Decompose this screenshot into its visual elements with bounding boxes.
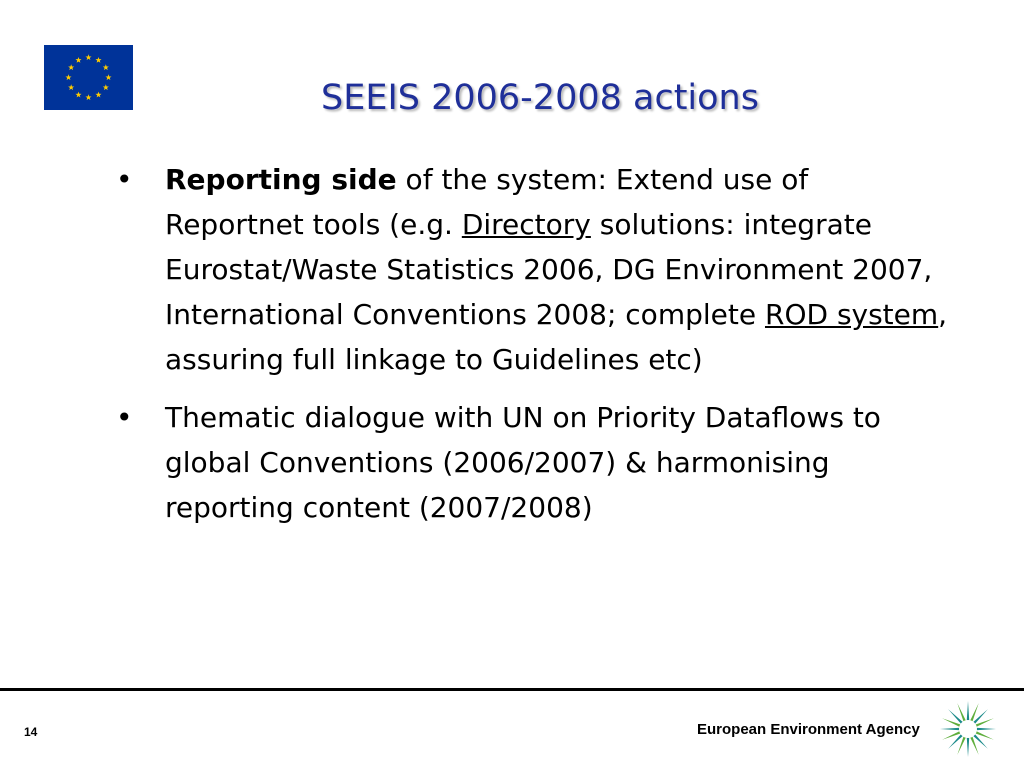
bullet-text-plain: , assuring full linkage to Guidelines etc) xyxy=(165,298,948,376)
page-number: 14 xyxy=(24,725,38,739)
eea-logo-ray xyxy=(940,728,960,731)
bullet-text-plain: Thematic dialogue with UN on Priority Dataflows to global Conventions (2006/2007) & harmonising reporting content (2007/2008) xyxy=(165,401,881,524)
list-item xyxy=(110,157,955,382)
directory-link[interactable]: Directory xyxy=(461,208,591,241)
rod-system-link[interactable]: ROD system xyxy=(764,298,939,331)
eu-star-icon xyxy=(75,57,81,63)
bullet-text-bold: Reporting side xyxy=(165,163,397,196)
eu-flag-icon xyxy=(44,45,133,110)
footer-divider xyxy=(0,688,1024,691)
eu-star-icon xyxy=(85,94,91,100)
bullet-text-plain: solutions: integrate Eurostat/Waste Statistics 2006, DG Environment 2007, International Conventions 2008; complete xyxy=(165,208,933,331)
eu-star-icon xyxy=(103,64,109,70)
bullet-glyph: • xyxy=(116,163,133,196)
eu-star-icon xyxy=(85,54,91,60)
eu-star-icon xyxy=(103,84,109,90)
eu-star-icon xyxy=(105,74,111,80)
eu-star-icon xyxy=(68,84,74,90)
eea-logo-icon xyxy=(935,698,1001,760)
bullet-text xyxy=(165,401,881,524)
bullet-glyph: • xyxy=(116,401,133,434)
eea-logo-ray xyxy=(967,737,970,757)
eu-star-icon xyxy=(68,64,74,70)
eu-star-icon xyxy=(65,74,71,80)
agency-name: European Environment Agency xyxy=(697,721,920,738)
eu-flag-stars xyxy=(44,45,133,110)
bullet-list xyxy=(110,157,955,543)
eea-logo-ray xyxy=(976,728,996,731)
eea-logo-ray xyxy=(967,701,970,721)
bullet-text-plain: of the system: Extend use of Reportnet tools (e.g. xyxy=(165,163,809,241)
bullet-text xyxy=(165,163,947,376)
eu-star-icon xyxy=(95,92,101,98)
page-title: SEEIS 2006-2008 actions xyxy=(321,78,759,118)
eu-star-icon xyxy=(75,92,81,98)
eu-star-icon xyxy=(95,57,101,63)
list-item xyxy=(110,395,955,530)
